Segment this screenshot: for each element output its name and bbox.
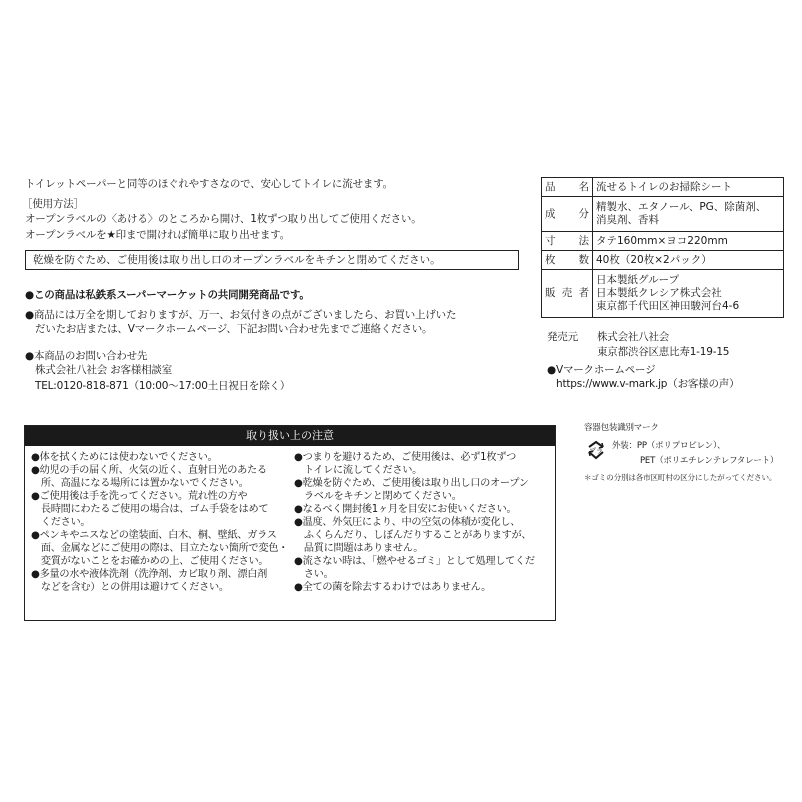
spec-key: 枚数 (542, 251, 593, 270)
caution-item: ●なるべく開封後1ヶ月を目安にお使いください。 (294, 504, 517, 515)
svg-text:プラ: プラ (589, 447, 603, 455)
caution-item: ●多量の水や液体洗剤（洗浄剤、カビ取り剤、漂白剤 (31, 569, 267, 580)
packaging-material-1: 外装：PP（ポリプロピレン）、 (612, 441, 726, 451)
contact-company: 株式会社八社会 お客様相談室 (35, 364, 173, 376)
usage-line-1: オープンラベルの〈あける〉のところから開け、1枚ずつ取り出してご使用ください。 (25, 213, 422, 225)
spec-key: 販売者 (542, 270, 593, 318)
caution-item: ●流さない時は、「燃やせるゴミ」として処理してくだ (294, 556, 535, 567)
caution-item: ふくらんだり、しぼんだりすることがありますが、 (294, 530, 532, 541)
spec-key: 寸法 (542, 232, 593, 251)
caution-item: さい。 (294, 569, 334, 580)
spec-value: 流せるトイレのお掃除シート (593, 178, 784, 197)
spec-key: 品名 (542, 178, 593, 197)
caution-item: トイレに流してください。 (294, 465, 423, 476)
packaging-note: ＊ゴミの分別は各市区町村の区分にしたがってください。 (584, 473, 777, 482)
caution-box (24, 425, 556, 621)
caution-item: 変質がないことをお確かめの上、ご使用ください。 (31, 556, 269, 567)
vmark-label: ●Vマークホームページ (547, 364, 656, 376)
spec-row-count (542, 251, 784, 270)
caution-item: ●全ての菌を除去するわけではありません。 (294, 582, 492, 593)
caution-left-column (31, 451, 288, 594)
caution-item: ラベルをキチンと閉めてください。 (294, 491, 462, 502)
notice-box: 乾燥を防ぐため、ご使用後は取り出し口のオープンラベルをキチンと閉めてください。 (25, 250, 519, 270)
usage-line-2: オープンラベルを★印まで開ければ簡単に取り出せます。 (25, 229, 290, 241)
seller-label: 発売元 (547, 331, 578, 343)
caution-item: ●つまりを避けるため、ご使用後は、必ず1枚ずつ (294, 452, 516, 463)
contact-phone: TEL:0120-818-871（10:00～17:00土日祝日を除く） (35, 380, 291, 392)
packaging-material-2: PET（ポリエチレンテレフタレート） (640, 456, 779, 466)
inquiry-note-line-2: だいたお店または、Vマークホームページ、下記お問い合わせ先までご連絡ください。 (35, 323, 433, 335)
usage-heading: ［使用方法］ (22, 198, 84, 210)
caution-item: などを含む）との併用は避けてください。 (31, 582, 229, 593)
joint-development-note: ●この商品は私鉄系スーパーマーケットの共同開発商品です。 (25, 289, 310, 301)
spec-value: タテ160mm×ヨコ220mm (593, 232, 784, 251)
caution-item: 品質に問題はありません。 (294, 543, 424, 554)
spec-row-size (542, 232, 784, 251)
spec-key: 成分 (542, 197, 593, 232)
caution-item: 長時間にわたるご使用の場合は、ゴム手袋をはめて (31, 504, 269, 515)
spec-table (541, 177, 784, 318)
spec-value: 日本製紙グループ 日本製紙クレシア株式会社 東京都千代田区神田駿河台4-6 (593, 270, 784, 318)
caution-item: ください。 (31, 517, 91, 528)
caution-item: 所、高温になる場所には置かないでください。 (31, 478, 249, 489)
seller-name: 株式会社八社会 (597, 331, 670, 343)
vmark-url[interactable]: https://www.v-mark.jp（お客様の声） (556, 378, 740, 390)
caution-item: ●体を拭くためには使わないでください。 (31, 452, 218, 463)
caution-item: ●ご使用後は手を洗ってください。荒れ性の方や (31, 491, 248, 502)
packaging-title: 容器包装識別マーク (584, 423, 659, 433)
caution-item: 面、金属などにご使用の際は、目立たない箇所で変色・ (31, 543, 289, 554)
caution-item: ●温度、外気圧により、中の空気の体積が変化し、 (294, 517, 521, 528)
spec-row-seller (542, 270, 784, 318)
plastic-recycle-icon (585, 439, 607, 461)
caution-right-column (294, 451, 535, 594)
caution-item: ●幼児の手の届く所、火気の近く、直射日光のあたる (31, 465, 267, 476)
contact-heading: ●本商品のお問い合わせ先 (25, 350, 148, 362)
inquiry-note-line-1: ●商品には万全を期しておりますが、万一、お気付きの点がございましたら、お買い上げいた (25, 309, 457, 321)
caution-item: ●乾燥を防ぐため、ご使用後は取り出し口のオープン (294, 478, 529, 489)
spec-row-ingredients (542, 197, 784, 232)
spec-value: 精製水、エタノール、PG、除菌剤、 消臭剤、香料 (593, 197, 784, 232)
spec-value: 40枚（20枚×2パック） (593, 251, 784, 270)
spec-row-name (542, 178, 784, 197)
caution-item: ●ペンキやニスなどの塗装面、白木、桐、壁紙、ガラス (31, 530, 277, 541)
caution-title: 取り扱い上の注意 (25, 426, 555, 446)
seller-address: 東京都渋谷区恵比寿1-19-15 (597, 346, 730, 358)
intro-line: トイレットペーパーと同等のほぐれやすさなので、安心してトイレに流せます。 (25, 178, 393, 190)
